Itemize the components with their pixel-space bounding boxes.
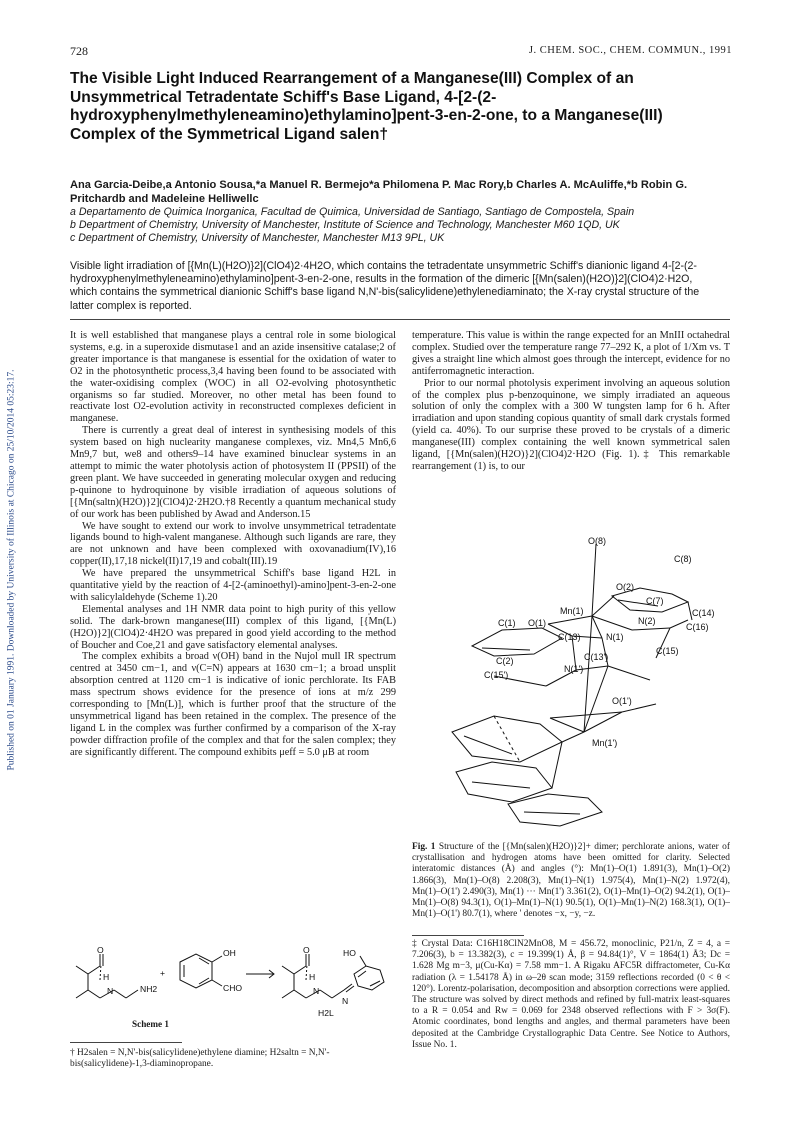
atom-o1: O(1) bbox=[528, 618, 546, 628]
figure-1-structure bbox=[412, 536, 730, 836]
atom-c1: C(1) bbox=[498, 618, 516, 628]
paragraph: temperature. This value is within the range expected for an MnIII octahedral complex. Studied over the temperature range 77–292 K, a plot of 1/Xm vs. T gives a straight line which almost goes through the intercept, evidence for no antiferromagnetic interaction. bbox=[412, 330, 730, 377]
scheme-product-label: H2L bbox=[318, 1008, 334, 1018]
scheme-reactant-h: H bbox=[103, 972, 110, 982]
abstract-divider bbox=[70, 319, 730, 320]
scheme-plus: + bbox=[160, 968, 166, 978]
atom-o2: O(2) bbox=[616, 582, 634, 592]
atom-o1-prime: O(1') bbox=[612, 696, 632, 706]
crystal-structure-drawing bbox=[412, 536, 730, 836]
footnote-divider-right bbox=[412, 935, 524, 936]
scheme-drawing bbox=[70, 944, 396, 1019]
scheme-reactant-n: N bbox=[107, 986, 114, 996]
figure-caption-text: Structure of the [{Mn(salen)(H2O)}2]+ dimer; perchlorate anions, water of crystallisation and hydrogen atoms have been omitted for clarity. Selected interatomic distances (Å) and angles (°): Mn(1)–O(1) 1.891(3), Mn(1)–O(2) 1.866(3), Mn(1)–O(8) 2.208(3), Mn(1)–N(1) 1.975(4), Mn(1)–N(2) 1.972(4), Mn(1)–O(1') 2.490(3), Mn(1) ··· Mn(1') 3.361(2), O(1)–Mn(1)–O(2) 94.2(1), O(1)–Mn(1)–O(8) 94.3(1), O(1)–Mn(1)–N(1) 90.5(1), O(1)–Mn(1)–N(2) 168.3(1), O(1)–Mn(1)–O(1') 80.7(1), where ' denotes −x, −y, −z. bbox=[412, 842, 730, 920]
atom-c16: C(16) bbox=[686, 622, 709, 632]
scheme-product-n2: N bbox=[342, 996, 349, 1006]
paragraph: We have prepared the unsymmetrical Schiff's base ligand H2L in quantitative yield by the reaction of 4-[2-(aminoethyl)-amino]pent-3-en-2-one with salicylaldehyde (Scheme 1).20 bbox=[70, 568, 396, 603]
right-column bbox=[412, 330, 730, 473]
affiliations bbox=[70, 206, 750, 246]
affiliation-c: c Department of Chemistry, University of Manchester, Manchester M13 9PL, UK bbox=[70, 232, 445, 245]
download-watermark-text: Published on 01 January 1991. Downloaded by University of Illinois at Chicago on 25/10/2014 05:23:17. bbox=[7, 369, 18, 771]
atom-n1: N(1) bbox=[606, 632, 624, 642]
atom-mn1: Mn(1) bbox=[560, 606, 584, 616]
scheme-reactant-nh2: NH2 bbox=[140, 984, 158, 994]
paragraph: Prior to our normal photolysis experiment involving an aqueous solution of the complex plus p-benzoquinone, we simply irradiated an aqueous solution of only the complex with a 300 W tungsten lamp for 6 h. After irradiation and upon standing copious quantity of small dark crystals formed (yield ca. 40%). To our surprise these proved to be crystals of a dimeric manganese(III) complex containing the well known symmetrical salen ligand, [{Mn(salen)(H2O)}2](ClO4)2·H2O (Fig. 1).‡ This remarkable rearrangement (1) is, to our bbox=[412, 377, 730, 472]
atom-c13-prime: C(13') bbox=[584, 652, 609, 662]
running-head: J. CHEM. SOC., CHEM. COMMUN., 1991 bbox=[528, 45, 732, 56]
affiliation-a: a Departamento de Quimica Inorganica, Facultad de Quimica, Universidad de Santiago, Santiago de Compostela, Spain bbox=[70, 206, 635, 218]
scheme-1 bbox=[70, 944, 396, 1032]
figure-1-caption bbox=[412, 842, 730, 920]
article-title: The Visible Light Induced Rearrangement of a Manganese(III) Complex of an Unsymmetrical Tetradentate Schiff's Base Ligand, 4-[2-(2-hydroxyphenylmethyleneamino)ethylamino]pent-3-en-2-one, to a Manganese(III) Complex of the Symmetrical Ligand salen† bbox=[70, 70, 663, 143]
paragraph: There is currently a great deal of interest in synthesising models of this system based on high nuclearity manganese complexes, viz. Mn4,5 Mn6,6 Mn9,7 but, we8 and others9–14 have examined binuclear systems in an attempt to mimic the water photolysis action of photosystem II (PPSII) of the green plant. We have succeeded in generating molecular oxygen and reducing p-quinone to hydroquinone by visible irradiation of aqueous solutions of [{Mn(saltn)(H2O)}2](ClO4)2·2H2O.†8 Recently a quantum mechanical study of our work has been published by Awad and Anderson.15 bbox=[70, 425, 396, 520]
atom-o8: O(8) bbox=[588, 536, 606, 546]
download-watermark bbox=[4, 150, 20, 990]
left-column bbox=[70, 330, 396, 759]
scheme-caption: Scheme 1 bbox=[132, 1019, 169, 1029]
scheme-aldehyde-oh: OH bbox=[223, 948, 236, 958]
scheme-product-o: O bbox=[303, 945, 310, 955]
footnote-dagger: † H2salen = N,N'-bis(salicylidene)ethylene diamine; H2saltn = N,N'-bis(salicylidene)-1,3-diaminopropane. bbox=[70, 1048, 330, 1070]
atom-n2: N(2) bbox=[638, 616, 656, 626]
atom-c14: C(14) bbox=[692, 608, 715, 618]
scheme-reactant-o: O bbox=[97, 945, 104, 955]
affiliation-b: b Department of Chemistry, University of Manchester, Institute of Science and Technology, Manchester M60 1QD, UK bbox=[70, 219, 620, 232]
figure-label: Fig. 1 bbox=[412, 842, 436, 852]
scheme-product-h: H bbox=[309, 972, 316, 982]
atom-c15: C(15) bbox=[656, 646, 679, 656]
footnote-divider bbox=[70, 1042, 182, 1043]
author-list: Ana Garcia-Deibe,a Antonio Sousa,*a Manuel R. Bermejo*a Philomena P. Mac Rory,b Charles A. McAuliffe,*b Robin G. Pritchardb and Madeleine Helliwellc bbox=[70, 179, 688, 205]
scheme-product-ho: HO bbox=[343, 948, 356, 958]
atom-c15-prime: C(15') bbox=[484, 670, 509, 680]
atom-c2: C(2) bbox=[496, 656, 514, 666]
page-number: 728 bbox=[70, 44, 88, 58]
atom-mn1-prime: Mn(1') bbox=[592, 738, 618, 748]
paragraph: It is well established that manganese plays a central role in some biological systems, e.g. in a superoxide dismutase1 and an azide insensitive catalase;2 of greater importance is that manganese is essential for the oxidation of water to O2 in the photosynthetic process,3,4 having been found to be associated with the water-oxidising complex (WOC) in all O2-evolving photosynthetic organisms so far studied. Moreover, no other metal has been found to reactivate lost O2-evolution activity in reconstructed complexes deficient in manganese. bbox=[70, 330, 396, 425]
paragraph: The complex exhibits a broad ν(OH) band in the Nujol mull IR spectrum centred at 3450 cm−1, and ν(C=N) appears at 1630 cm−1; a broad unsplit absorption centred at 1120 cm−1 is indicative of ionic perchlorate. Its FAB mass spectrum shows evidence for the presence of ions at m/z 299 corresponding to [Mn(L)], which is further proof that the structure of the unsymmetrical ligand has been retained in the complex. The presence of the ligand L in the complex was further confirmed by a comparison of the X-ray powder diffraction profile of the complex and that for the salen complex; they are significantly different. The compound exhibits μeff = 5.0 μB at room bbox=[70, 651, 396, 758]
atom-n1-prime: N(1') bbox=[564, 664, 584, 674]
scheme-aldehyde-cho: CHO bbox=[223, 983, 243, 993]
atom-c13: C(13) bbox=[558, 632, 581, 642]
paragraph: Elemental analyses and 1H NMR data point to high purity of this yellow solid. The dark-brown manganese(III) complex of this ligand, [{Mn(L)(H2O)}2](ClO4)2·4H2O was prepared in good yield according to the method of Boucher and Coe,21 and gave satisfactory elemental analyses. bbox=[70, 603, 396, 651]
atom-c7: C(7) bbox=[646, 596, 664, 606]
crystal-data-footnote: ‡ Crystal Data: C16H18ClN2MnO8, M = 456.72, monoclinic, P21/n, Z = 4, a = 7.206(3), b = 13.382(3), c = 19.399(1) Å, β = 94.84(1)°, V = 1864(1) Å3; Dc = 1.628 Mg m−3, μ(Cu-Kα) = 7.58 mm−1. A Rigaku AFC5R diffractometer, Cu-Kα radiation (λ = 1.54178 Å) in ω–2θ scan mode; 3159 reflections recorded (0 < θ < 120°). Lorentz-polarisation, decomposition and absorption corrections were applied. The structure was solved by direct methods and refined by full-matrix least-squares to a R = 0.054 and Rw = 0.069 for 2348 observed reflections with F > 3σ(F). Atomic coordinates, bond lengths and angles, and thermal parameters have been deposited at the Cambridge Crystallographic Data Centre. See Notice to Authors, Issue No. 1. bbox=[412, 939, 730, 1050]
atom-c8: C(8) bbox=[674, 554, 692, 564]
scheme-product-n1: N bbox=[313, 986, 320, 996]
abstract: Visible light irradiation of [{Mn(L)(H2O)}2](ClO4)2·4H2O, which contains the tetradentate unsymmetric Schiff's dianionic ligand 4-[2-(2-hydroxyphenylmethyleneamino)ethylamino]pent-3-en-2-one, results in the formation of the dimeric [{Mn(salen)(H2O)}2](ClO4)2·H2O, which contains the symmetrical dianionic Schiff's base ligand N,N'-bis(salicylidene)ethylenediaminato; the X-ray crystal structure of the latter complex is reported. bbox=[70, 260, 700, 312]
paragraph: We have sought to extend our work to involve unsymmetrical tetradentate ligands bound to high-valent manganese. Although such ligands are rare, they are not unknown and have been complexed with oxovanadium(IV),16 copper(II),17,18 nickel(II)17,19 and cobalt(III).19 bbox=[70, 520, 396, 568]
